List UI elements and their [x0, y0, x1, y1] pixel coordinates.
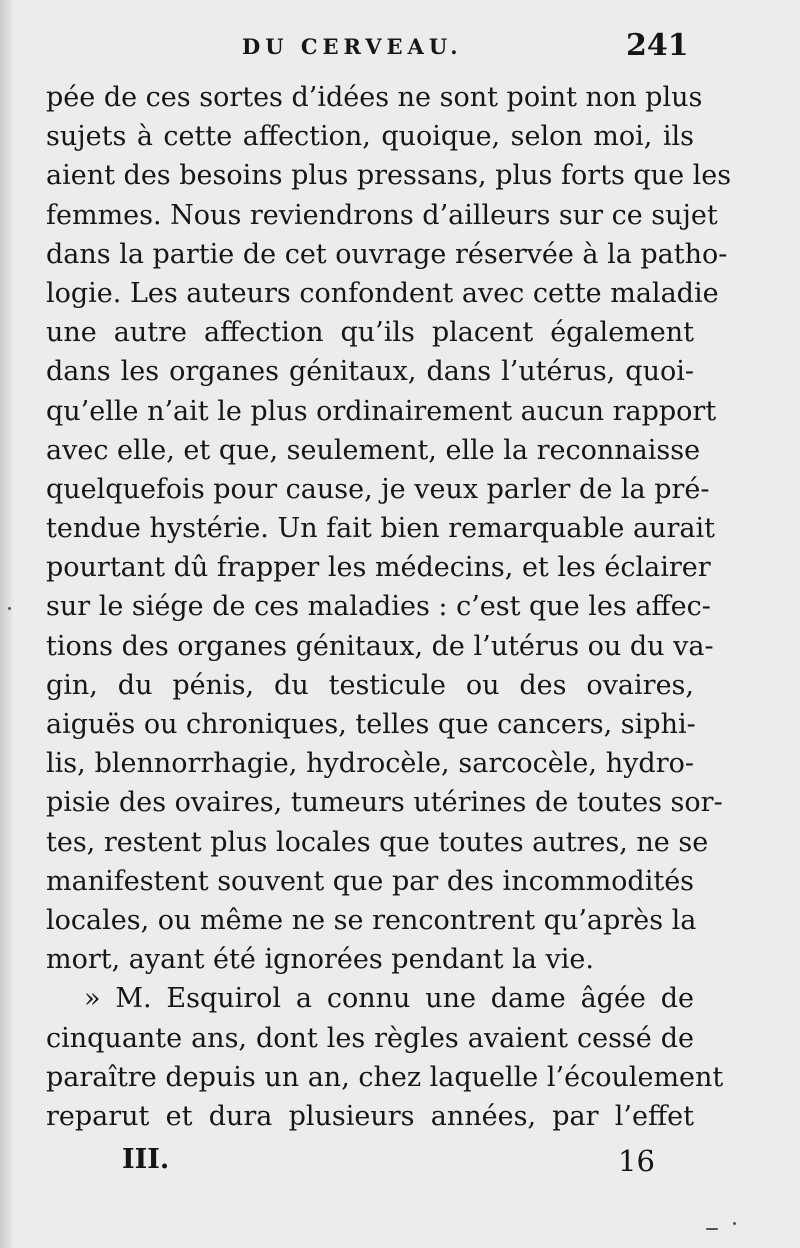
text-line: femmes. Nous reviendrons d’ailleurs sur ce sujet — [46, 199, 718, 231]
text-line: tes, restent plus locales que toutes autres, ne se — [46, 826, 709, 858]
text-line: quelquefois pour cause, je veux parler de la pré- — [46, 473, 710, 505]
paper-speck — [8, 607, 11, 610]
text-line: tions des organes génitaux, de l’utérus ou du va- — [46, 630, 714, 662]
text-line: pée de ces sortes d’idées ne sont point non plus — [46, 82, 703, 113]
text-line: tendue hystérie. Un fait bien remarquable aurait — [46, 513, 715, 545]
text-line: pisie des ovaires, tumeurs utérines de toutes sor- — [46, 787, 723, 819]
text-line: logie. Les auteurs confondent avec cette maladie — [46, 277, 719, 309]
page-footer — [0, 1144, 800, 1184]
text-line: paraître depuis un an, chez laquelle l’écoulement — [46, 1061, 724, 1093]
signature-mark: III. — [122, 1144, 170, 1175]
text-line: aient des besoins plus pressans, plus forts que les — [46, 160, 732, 192]
text-line: lis, blennorrhagie, hydrocèle, sarcocèle, hydro- — [46, 748, 694, 780]
text-line: qu’elle n’ait le plus ordinairement aucun rapport — [46, 395, 717, 427]
text-line: dans les organes génitaux, dans l’utérus, quoi- — [46, 356, 694, 388]
running-head: DU CERVEAU. — [242, 34, 463, 59]
paragraph-start-line: » M. Esquirol a connu une dame âgée de — [84, 983, 694, 1015]
text-line: reparut et dura plusieurs années, par l’effet — [46, 1100, 694, 1132]
paragraph-end-line: mort, ayant été ignorées pendant la vie. — [46, 944, 594, 976]
text-line: gin, du pénis, du testicule ou des ovaires, — [46, 669, 694, 701]
text-line: cinquante ans, dont les règles avaient cessé de — [46, 1022, 694, 1054]
gathering-number: 16 — [618, 1144, 655, 1178]
text-line: manifestent souvent que par des incommodités — [46, 865, 695, 897]
text-line: dans la partie de cet ouvrage réservée à la patho- — [46, 238, 728, 270]
text-line: avec elle, et que, seulement, elle la reconnaisse — [46, 434, 701, 466]
text-line: aiguës ou chroniques, telles que cancers, siphi- — [46, 709, 696, 740]
page-number: 241 — [626, 28, 689, 63]
text-line: pourtant dû frapper les médecins, et les éclairer — [46, 552, 711, 584]
text-line: sujets à cette affection, quoique, selon moi, ils — [46, 121, 694, 153]
text-line: sur le siége de ces maladies : c’est que les affec- — [46, 591, 711, 623]
page-header — [0, 28, 800, 74]
paper-speck — [733, 1222, 736, 1225]
text-line: locales, ou même ne se rencontrent qu’après la — [46, 904, 697, 936]
paper-speck — [706, 1228, 718, 1230]
body-text — [46, 78, 732, 1136]
text-line: une autre affection qu’ils placent également — [46, 317, 694, 349]
